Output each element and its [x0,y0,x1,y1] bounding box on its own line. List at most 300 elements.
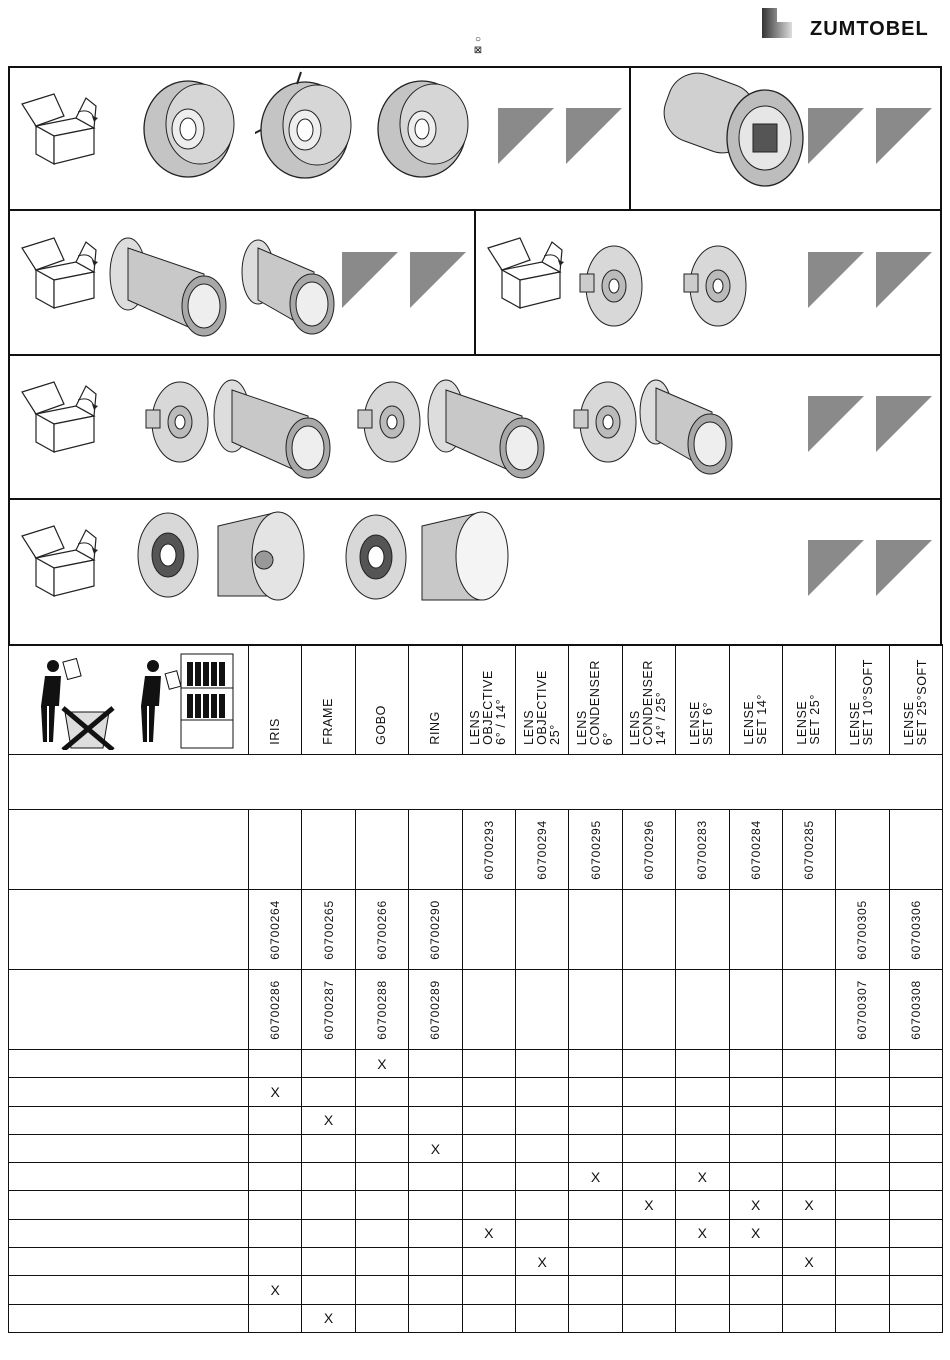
column-header [409,645,462,755]
brand-name: ZUMTOBEL [810,18,929,40]
article-number-cell [836,970,889,1050]
compatibility-cell [462,1248,515,1276]
article-number: 60700265 [321,900,336,960]
blank-row [9,755,943,810]
compatibility-cell [782,1106,835,1134]
compatibility-row [9,1106,943,1134]
compatibility-cell [782,1248,835,1276]
article-number: 60700296 [641,820,656,880]
compatibility-cell [409,1106,462,1134]
compatibility-cell [515,1078,568,1106]
soft-lens-ring-illustration [412,506,512,606]
column-header [622,645,675,755]
compatibility-row [9,1191,943,1219]
check-mark: X [804,1197,814,1214]
article-number: 60700294 [535,820,550,880]
column-header-label: LENS CONDENSER 6° [575,659,616,745]
compatibility-cell [676,1050,729,1078]
article-number: 60700286 [268,980,283,1040]
compatibility-cell [569,1219,622,1247]
compatibility-row [9,1304,943,1332]
compatibility-cell [729,1304,782,1332]
lense-set-14-condenser-illustration [356,380,422,464]
compatibility-cell [676,1106,729,1134]
compatibility-cell [409,1050,462,1078]
compatibility-cell [355,1078,408,1106]
article-number-cell [515,890,568,970]
divider [629,66,631,210]
compatibility-cell [462,1106,515,1134]
lens-condenser-14-25-illustration [682,244,748,328]
triangle-marker-icon [808,540,864,596]
compatibility-cell [302,1078,355,1106]
compatibility-cell [836,1276,889,1304]
compatibility-cell [409,1219,462,1247]
compatibility-cell [302,1106,355,1134]
compatibility-cell [676,1304,729,1332]
compatibility-cell [302,1248,355,1276]
compatibility-row [9,1219,943,1247]
compatibility-cell [249,1050,302,1078]
article-number-cell [462,810,515,890]
check-mark: X [590,1168,601,1185]
compatibility-cell [355,1276,408,1304]
row-label-cell [9,1276,249,1304]
compatibility-cell [515,1304,568,1332]
compatibility-cell [355,1304,408,1332]
row-label-cell [9,1304,249,1332]
check-mark: X [697,1225,707,1242]
compatibility-cell [462,1078,515,1106]
compatibility-cell [462,1163,515,1191]
lens-objective-25-illustration [238,238,338,348]
triangle-marker-icon [808,252,864,308]
compatibility-cell [355,1163,408,1191]
check-mark: X [323,1112,334,1129]
row-label-cell [9,1134,249,1162]
article-number-cell [302,810,355,890]
article-number-cell [676,970,729,1050]
article-number-cell [409,890,462,970]
lense-set-25-objective-illustration [636,378,736,488]
column-header-label: FRAME [321,698,336,745]
compatibility-cell [302,1050,355,1078]
column-header [836,645,889,755]
compatibility-cell [782,1304,835,1332]
check-mark: X [644,1197,654,1214]
compatibility-cell [889,1219,942,1247]
accessory-table [8,644,943,1333]
article-number-cell [889,810,942,890]
crossed-box-symbol: ⊠ [473,45,483,56]
compatibility-cell [249,1134,302,1162]
compatibility-cell [462,1050,515,1078]
compatibility-cell [249,1276,302,1304]
triangle-marker-icon [876,108,932,164]
iris-housing-illustration [138,74,238,184]
compatibility-cell [409,1191,462,1219]
compatibility-cell [249,1191,302,1219]
triangle-marker-icon [876,540,932,596]
compatibility-row [9,1163,943,1191]
article-number-cell [515,810,568,890]
article-number-cell [836,890,889,970]
column-header-label: LENSE SET 6° [688,701,716,745]
compatibility-cell [622,1276,675,1304]
compatibility-row [9,1276,943,1304]
compatibility-cell [409,1078,462,1106]
triangle-marker-icon [808,396,864,452]
compatibility-cell [249,1106,302,1134]
compatibility-cell [569,1163,622,1191]
compatibility-cell [409,1163,462,1191]
compatibility-cell [355,1219,408,1247]
article-number-cell [676,810,729,890]
lense-set-25-condenser-illustration [572,380,638,464]
article-number-cell [355,810,408,890]
article-number-cell [569,810,622,890]
compatibility-row [9,1248,943,1276]
compatibility-cell [676,1248,729,1276]
article-number: 60700306 [908,900,923,960]
row-label-cell [9,1050,249,1078]
triangle-marker-icon [410,252,466,308]
article-number-cell [782,970,835,1050]
compatibility-cell [302,1163,355,1191]
compatibility-cell [676,1134,729,1162]
article-number-cell [729,970,782,1050]
compatibility-cell [889,1163,942,1191]
compatibility-cell [622,1304,675,1332]
row-label-cell [9,1248,249,1276]
compatibility-cell [676,1276,729,1304]
soft-lens-disc-25-illustration [338,512,410,602]
open-box-icon [18,520,102,600]
article-number-cell [782,890,835,970]
row-label-cell [9,1163,249,1191]
compatibility-cell [622,1078,675,1106]
check-mark: X [323,1310,334,1327]
column-header-label: LENS OBJECTIVE 6° / 14° [468,670,509,745]
compatibility-cell [569,1106,622,1134]
article-number: 60700264 [268,900,283,960]
compatibility-cell [355,1248,408,1276]
triangle-marker-icon [876,252,932,308]
compatibility-cell [889,1304,942,1332]
row-label-cell [9,1219,249,1247]
compatibility-cell [249,1163,302,1191]
compatibility-cell [622,1106,675,1134]
compatibility-cell [249,1078,302,1106]
column-header-label: LENS OBJECTIVE 25° [521,670,562,745]
compatibility-cell [622,1191,675,1219]
compatibility-cell [836,1106,889,1134]
column-header-label: GOBO [374,705,389,745]
compatibility-cell [515,1219,568,1247]
article-number-cell [569,970,622,1050]
article-number-cell [676,890,729,970]
compatibility-row [9,1134,943,1162]
compatibility-cell [569,1050,622,1078]
row-label-cell [9,810,249,890]
compatibility-cell [836,1219,889,1247]
column-header [249,645,302,755]
article-number: 60700289 [428,980,443,1040]
open-box-icon [18,88,102,168]
check-mark: X [484,1225,494,1242]
row-label-cell [9,1078,249,1106]
compatibility-cell [729,1078,782,1106]
compatibility-cell [889,1248,942,1276]
lense-set-6-objective-illustration [210,378,334,488]
compatibility-cell [462,1276,515,1304]
compatibility-cell [569,1248,622,1276]
compatibility-cell [782,1163,835,1191]
column-header [515,645,568,755]
compatibility-cell [515,1106,568,1134]
compatibility-cell [515,1191,568,1219]
compatibility-cell [729,1191,782,1219]
article-number-cell [249,810,302,890]
article-number: 60700283 [695,820,710,880]
spotlight-body-illustration [655,68,805,192]
column-header-label: RING [427,711,442,745]
compatibility-cell [676,1163,729,1191]
compatibility-cell [569,1078,622,1106]
compatibility-cell [729,1276,782,1304]
triangle-marker-icon [566,108,622,164]
article-number-cell [462,970,515,1050]
header-row [9,645,943,755]
compatibility-cell [889,1276,942,1304]
article-number-cell [249,970,302,1050]
compatibility-cell [355,1134,408,1162]
compatibility-cell [569,1304,622,1332]
triangle-marker-icon [342,252,398,308]
article-number-cell [729,810,782,890]
compatibility-cell [889,1191,942,1219]
compatibility-cell [515,1276,568,1304]
compatibility-cell [836,1134,889,1162]
compatibility-cell [782,1219,835,1247]
article-number-cell [409,810,462,890]
row-label-cell [9,970,249,1050]
article-number-cell [462,890,515,970]
compatibility-cell [836,1191,889,1219]
compatibility-cell [782,1134,835,1162]
column-header [889,645,942,755]
row-label-cell [9,1191,249,1219]
soft-lens-disc-illustration [130,510,202,600]
check-mark: X [270,1083,280,1100]
check-mark: X [537,1253,547,1270]
compatibility-cell [355,1191,408,1219]
article-number-row [9,810,943,890]
compatibility-cell [462,1304,515,1332]
compatibility-cell [836,1050,889,1078]
article-number-cell [889,970,942,1050]
column-header [676,645,729,755]
article-number-cell [409,970,462,1050]
article-number-cell [302,890,355,970]
compatibility-cell [836,1304,889,1332]
soft-lens-housing-illustration [208,506,308,606]
lense-set-6-condenser-illustration [144,380,210,464]
column-header-label: IRIS [267,718,282,745]
lens-condenser-6-illustration [578,244,644,328]
column-header [462,645,515,755]
triangle-marker-icon [808,108,864,164]
triangle-marker-icon [876,396,932,452]
frame-housing-illustration [255,70,355,184]
compatibility-cell [836,1078,889,1106]
check-mark: X [697,1168,707,1185]
open-box-icon [18,376,102,456]
article-number-cell [622,810,675,890]
article-number-cell [622,890,675,970]
article-number: 60700290 [428,900,443,960]
column-header-label: LENS CONDENSER 14° / 25° [628,659,669,745]
compatibility-cell [409,1304,462,1332]
open-box-icon [18,232,102,312]
compatibility-cell [729,1219,782,1247]
column-header [355,645,408,755]
compatibility-cell [409,1134,462,1162]
article-number: 60700285 [802,820,817,880]
article-number-cell [249,890,302,970]
compatibility-cell [462,1134,515,1162]
compatibility-cell [622,1134,675,1162]
lense-set-14-objective-illustration [424,378,548,488]
open-box-icon [484,232,568,312]
article-number: 60700284 [748,820,763,880]
article-number-cell [302,970,355,1050]
compatibility-cell [836,1163,889,1191]
article-number-cell [729,890,782,970]
compatibility-cell [622,1050,675,1078]
article-number-cell [836,810,889,890]
gobo-housing-illustration [372,74,472,184]
compatibility-cell [249,1219,302,1247]
divider [8,498,942,500]
column-header [729,645,782,755]
check-mark: X [804,1253,814,1270]
check-mark: X [751,1197,761,1214]
compatibility-cell [569,1276,622,1304]
article-number-cell [622,970,675,1050]
lens-objective-6-14-illustration [106,236,230,346]
row-label-cell [9,890,249,970]
compatibility-cell [569,1134,622,1162]
article-number: 60700288 [374,980,389,1040]
compatibility-cell [355,1106,408,1134]
compatibility-cell [676,1191,729,1219]
check-mark: X [430,1140,441,1157]
column-header [302,645,355,755]
column-header-label: LENSE SET 10°SOFT [848,658,876,745]
circle-symbol: ○ [474,34,482,45]
compatibility-cell [782,1050,835,1078]
check-mark: X [751,1225,761,1242]
article-number-row [9,890,943,970]
compatibility-row [9,1078,943,1106]
article-number-cell [889,890,942,970]
compatibility-cell [729,1248,782,1276]
column-header [569,645,622,755]
article-number: 60700293 [481,820,496,880]
compatibility-cell [462,1191,515,1219]
compatibility-cell [622,1163,675,1191]
compatibility-cell [729,1106,782,1134]
compatibility-cell [302,1134,355,1162]
packaging-symbols [472,34,484,56]
article-number: 60700266 [374,900,389,960]
compatibility-cell [409,1276,462,1304]
article-number-cell [782,810,835,890]
article-number-cell [569,890,622,970]
article-number-cell [355,890,408,970]
compatibility-cell [622,1248,675,1276]
compatibility-cell [355,1050,408,1078]
compatibility-cell [302,1191,355,1219]
compatibility-cell [889,1106,942,1134]
article-number: 60700308 [908,980,923,1040]
recycle-storage-icon [9,650,239,750]
compatibility-cell [462,1219,515,1247]
compatibility-cell [515,1050,568,1078]
disposal-storage-pictogram [9,645,249,755]
compatibility-cell [302,1276,355,1304]
column-header-label: LENSE SET 25° [795,694,823,745]
compatibility-cell [676,1078,729,1106]
article-number-row [9,970,943,1050]
article-number: 60700305 [855,900,870,960]
compatibility-cell [622,1219,675,1247]
compatibility-cell [782,1078,835,1106]
check-mark: X [377,1055,387,1072]
triangle-marker-icon [498,108,554,164]
article-number: 60700307 [855,980,870,1040]
compatibility-cell [889,1050,942,1078]
compatibility-cell [729,1163,782,1191]
compatibility-cell [889,1078,942,1106]
zumtobel-logo-mark [762,8,792,38]
compatibility-cell [729,1050,782,1078]
compatibility-cell [836,1248,889,1276]
compatibility-cell [249,1304,302,1332]
compatibility-cell [515,1248,568,1276]
compatibility-cell [782,1276,835,1304]
column-header-label: LENSE SET 14° [741,694,769,745]
blank-cell [9,755,943,810]
article-number-cell [515,970,568,1050]
column-header [782,645,835,755]
article-number: 60700295 [588,820,603,880]
compatibility-cell [569,1191,622,1219]
article-number: 60700287 [321,980,336,1040]
check-mark: X [270,1282,280,1299]
compatibility-cell [409,1248,462,1276]
compatibility-cell [302,1304,355,1332]
compatibility-cell [782,1191,835,1219]
compatibility-cell [302,1219,355,1247]
article-number-cell [355,970,408,1050]
compatibility-cell [515,1163,568,1191]
compatibility-cell [515,1134,568,1162]
row-label-cell [9,1106,249,1134]
compatibility-cell [729,1134,782,1162]
divider [474,210,476,355]
